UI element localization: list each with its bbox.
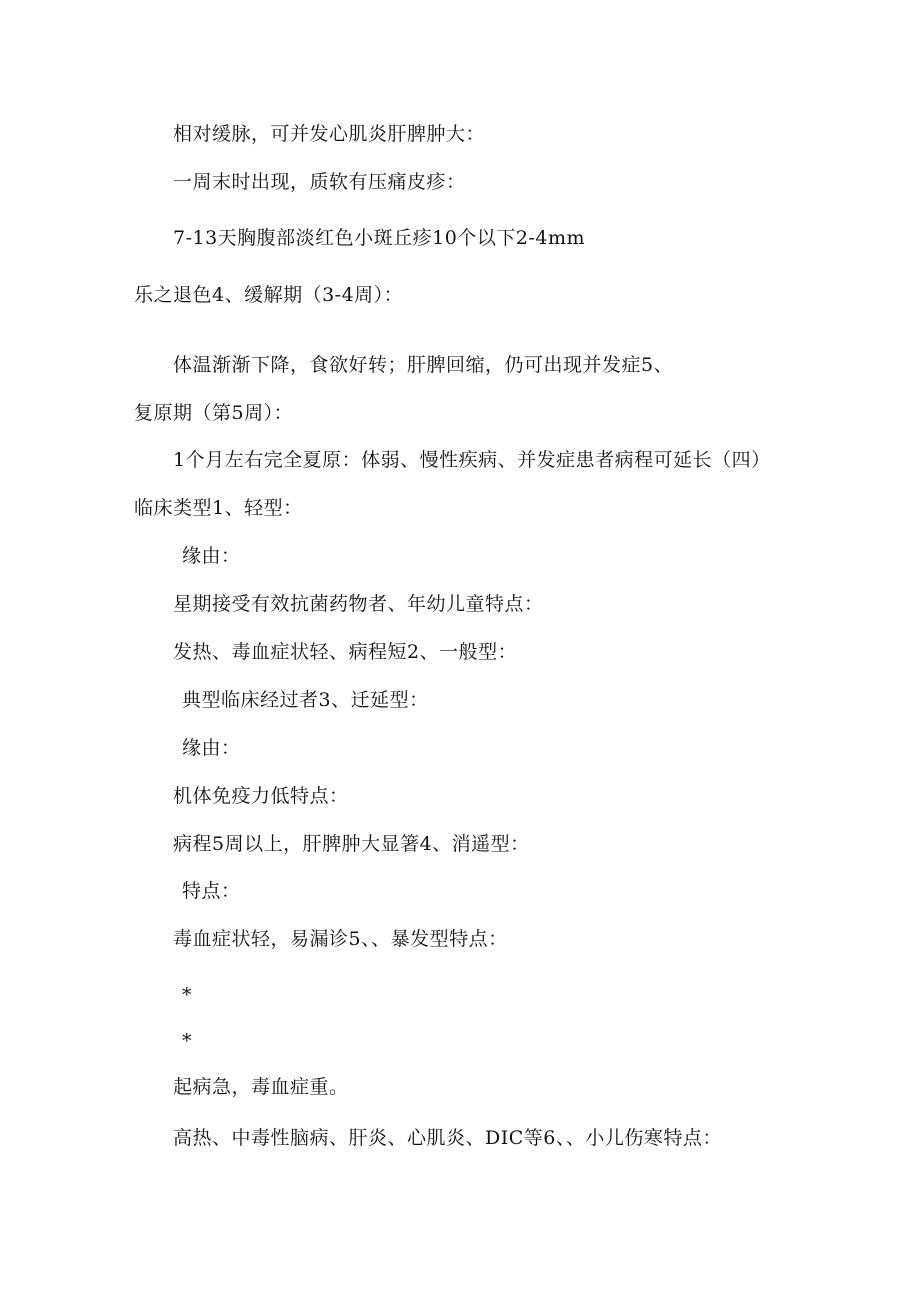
- text-line: 1个月左右完全夏原：体弱、慢性疾病、并发症患者病程可延长（四）: [173, 449, 771, 471]
- text-line: 病程5周以上，肝脾肿大显箸4、消遥型：: [173, 833, 530, 855]
- text-line: 缘由：: [182, 545, 241, 567]
- text-line: *: [182, 1030, 192, 1052]
- text-line: 特点：: [182, 880, 241, 902]
- text-line: *: [182, 984, 192, 1006]
- text-line: 高热、中毒性脑病、肝炎、心肌炎、DIC等6、、小儿伤寒特点：: [173, 1127, 722, 1149]
- text-line: 缘由：: [182, 737, 241, 759]
- text-line: 7-13天胸腹部淡红色小斑丘疹10个以下2-4mm: [173, 227, 585, 249]
- text-line: 毒血症状轻，易漏诊5、、暴发型特点：: [173, 928, 508, 950]
- text-line: 一周末时出现，质软有压痛皮疹：: [173, 171, 466, 193]
- text-line: 复原期（第5周）：: [134, 402, 294, 424]
- text-line: 体温渐渐下降，食欲好转；肝脾回缩，仍可出现并发症5、: [173, 354, 674, 376]
- text-line: 典型临床经过者3、迁延型：: [182, 689, 429, 711]
- text-line: 发热、毒血症状轻、病程短2、一般型：: [173, 641, 518, 663]
- text-line: 相对缓脉，可并发心肌炎肝脾肿大：: [173, 123, 486, 145]
- text-line: 星期接受有效抗菌药物者、年幼儿童特点：: [173, 593, 544, 615]
- text-line: 临床类型1、轻型：: [134, 497, 303, 519]
- text-line: 机体免疫力低特点：: [173, 785, 349, 807]
- text-line: 起病急，毒血症重。: [173, 1076, 349, 1098]
- text-line: 乐之退色4、缓解期（3-4周）：: [134, 284, 404, 306]
